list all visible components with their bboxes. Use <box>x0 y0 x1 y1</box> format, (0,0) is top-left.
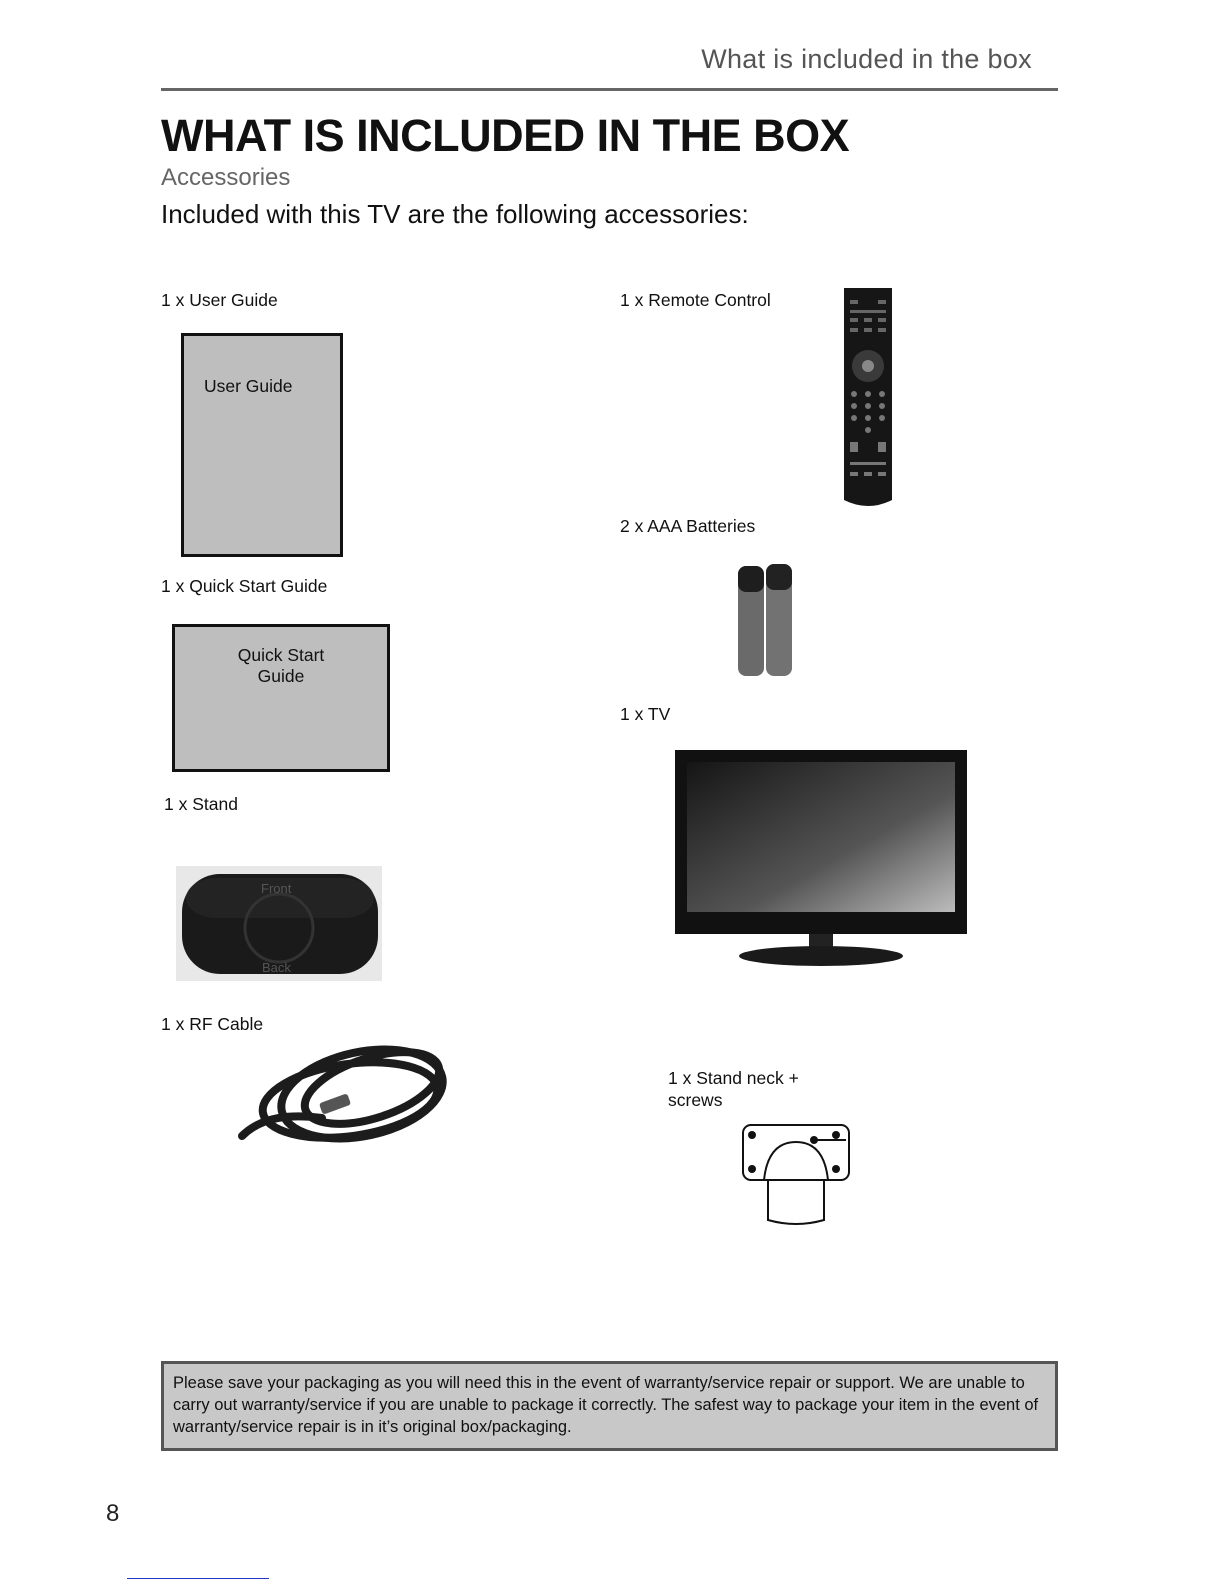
stand-photo <box>176 866 382 981</box>
stand-front-text: Front <box>261 881 292 896</box>
quick-start-label: 1 x Quick Start Guide <box>161 576 328 596</box>
rf-cable-label: 1 x RF Cable <box>161 1014 264 1034</box>
page-title: WHAT IS INCLUDED IN THE BOX <box>161 110 850 161</box>
page-number: 8 <box>106 1500 120 1527</box>
quick-start-line1: Quick Start <box>237 645 325 665</box>
running-header: What is included in the box <box>701 44 1032 74</box>
packaging-notice: Please save your packaging as you will need this in the event of warranty/service repair or support. We are unable to carry out warranty/service if you are unable to package it correctly. The safest way to package your item in the event of warranty/service repair is in it’s original box/packaging. <box>161 1361 1058 1451</box>
remote-label: 1 x Remote Control <box>620 290 771 310</box>
user-guide-illustration <box>181 333 343 557</box>
user-guide-box-text: User Guide <box>204 376 293 396</box>
header-divider <box>161 88 1058 91</box>
stand-neck-drawing <box>740 1122 852 1228</box>
batteries-label: 2 x AAA Batteries <box>620 516 756 536</box>
stand-back-text: Back <box>262 960 291 975</box>
stand-neck-label-line1: 1 x Stand neck + <box>668 1068 799 1088</box>
tv-label: 1 x TV <box>620 704 671 724</box>
rf-cable-photo <box>222 1036 454 1158</box>
intro-text: Included with this TV are the following accessories: <box>161 199 749 229</box>
remote-control-photo <box>840 286 896 510</box>
user-guide-label: 1 x User Guide <box>161 290 278 310</box>
quick-start-line2: Guide <box>257 666 305 686</box>
batteries-photo <box>734 560 796 680</box>
tv-photo <box>673 748 969 970</box>
section-subtitle: Accessories <box>161 164 291 191</box>
footer-link-underline <box>127 1578 269 1579</box>
stand-label: 1 x Stand <box>164 794 238 814</box>
stand-neck-label <box>668 1067 799 1111</box>
stand-neck-label-line2: screws <box>668 1090 723 1110</box>
quick-start-illustration <box>172 624 390 772</box>
quick-start-box-text <box>175 645 387 687</box>
